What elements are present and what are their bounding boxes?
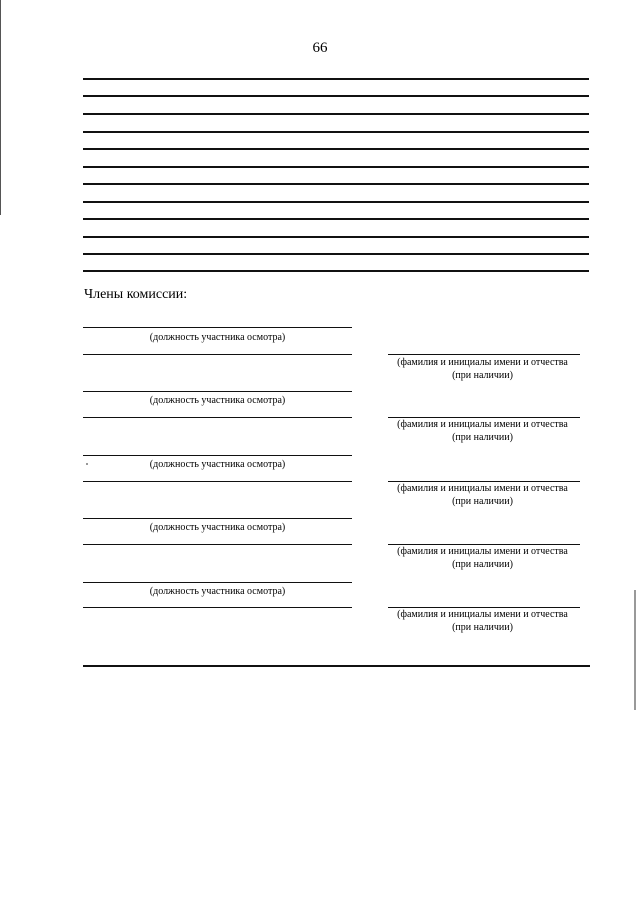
name-caption-line1: (фамилия и инициалы имени и отчества <box>397 546 568 557</box>
name-caption <box>386 418 579 444</box>
name-caption-line2: (при наличии) <box>452 432 513 443</box>
blank-line <box>83 183 589 185</box>
blank-line <box>83 218 589 220</box>
blank-line <box>83 78 589 80</box>
name-caption-line2: (при наличии) <box>452 496 513 507</box>
name-caption-line1: (фамилия и инициалы имени и отчества <box>397 357 568 368</box>
position-signature-line <box>83 455 352 456</box>
blank-line <box>83 253 589 255</box>
scan-edge-right <box>634 590 636 710</box>
position-signature-line <box>83 391 352 392</box>
name-caption-line2: (при наличии) <box>452 559 513 570</box>
name-signature-line <box>388 354 580 355</box>
blank-line <box>83 236 589 238</box>
position-caption: (должность участника осмотра) <box>149 522 286 533</box>
position-caption: (должность участника осмотра) <box>149 586 286 597</box>
participant-line <box>83 544 352 545</box>
position-signature-line <box>83 582 352 583</box>
blank-line <box>83 148 589 150</box>
name-caption <box>386 608 579 634</box>
blank-line <box>83 131 589 133</box>
scan-speck <box>86 463 88 465</box>
page-number: 66 <box>312 40 328 56</box>
position-signature-line <box>83 327 352 328</box>
members-heading: Члены комиссии: <box>84 287 188 302</box>
position-caption: (должность участника осмотра) <box>149 395 286 406</box>
blank-line <box>83 113 589 115</box>
blank-line <box>83 166 589 168</box>
name-caption <box>386 356 579 382</box>
name-caption-line2: (при наличии) <box>452 622 513 633</box>
participant-line <box>83 481 352 482</box>
participant-line <box>83 417 352 418</box>
blank-line <box>83 95 589 97</box>
name-caption <box>386 545 579 571</box>
name-caption-line1: (фамилия и инициалы имени и отчества <box>397 483 568 494</box>
position-caption: (должность участника осмотра) <box>149 459 286 470</box>
name-caption-line2: (при наличии) <box>452 370 513 381</box>
bottom-rule <box>83 665 590 667</box>
name-caption <box>386 482 579 508</box>
blank-line <box>83 201 589 203</box>
name-caption-line1: (фамилия и инициалы имени и отчества <box>397 609 568 620</box>
name-caption-line1: (фамилия и инициалы имени и отчества <box>397 419 568 430</box>
participant-line <box>83 354 352 355</box>
scan-edge-left <box>0 0 1 215</box>
position-caption: (должность участника осмотра) <box>149 332 286 343</box>
blank-line <box>83 270 589 272</box>
position-signature-line <box>83 518 352 519</box>
participant-line <box>83 607 352 608</box>
